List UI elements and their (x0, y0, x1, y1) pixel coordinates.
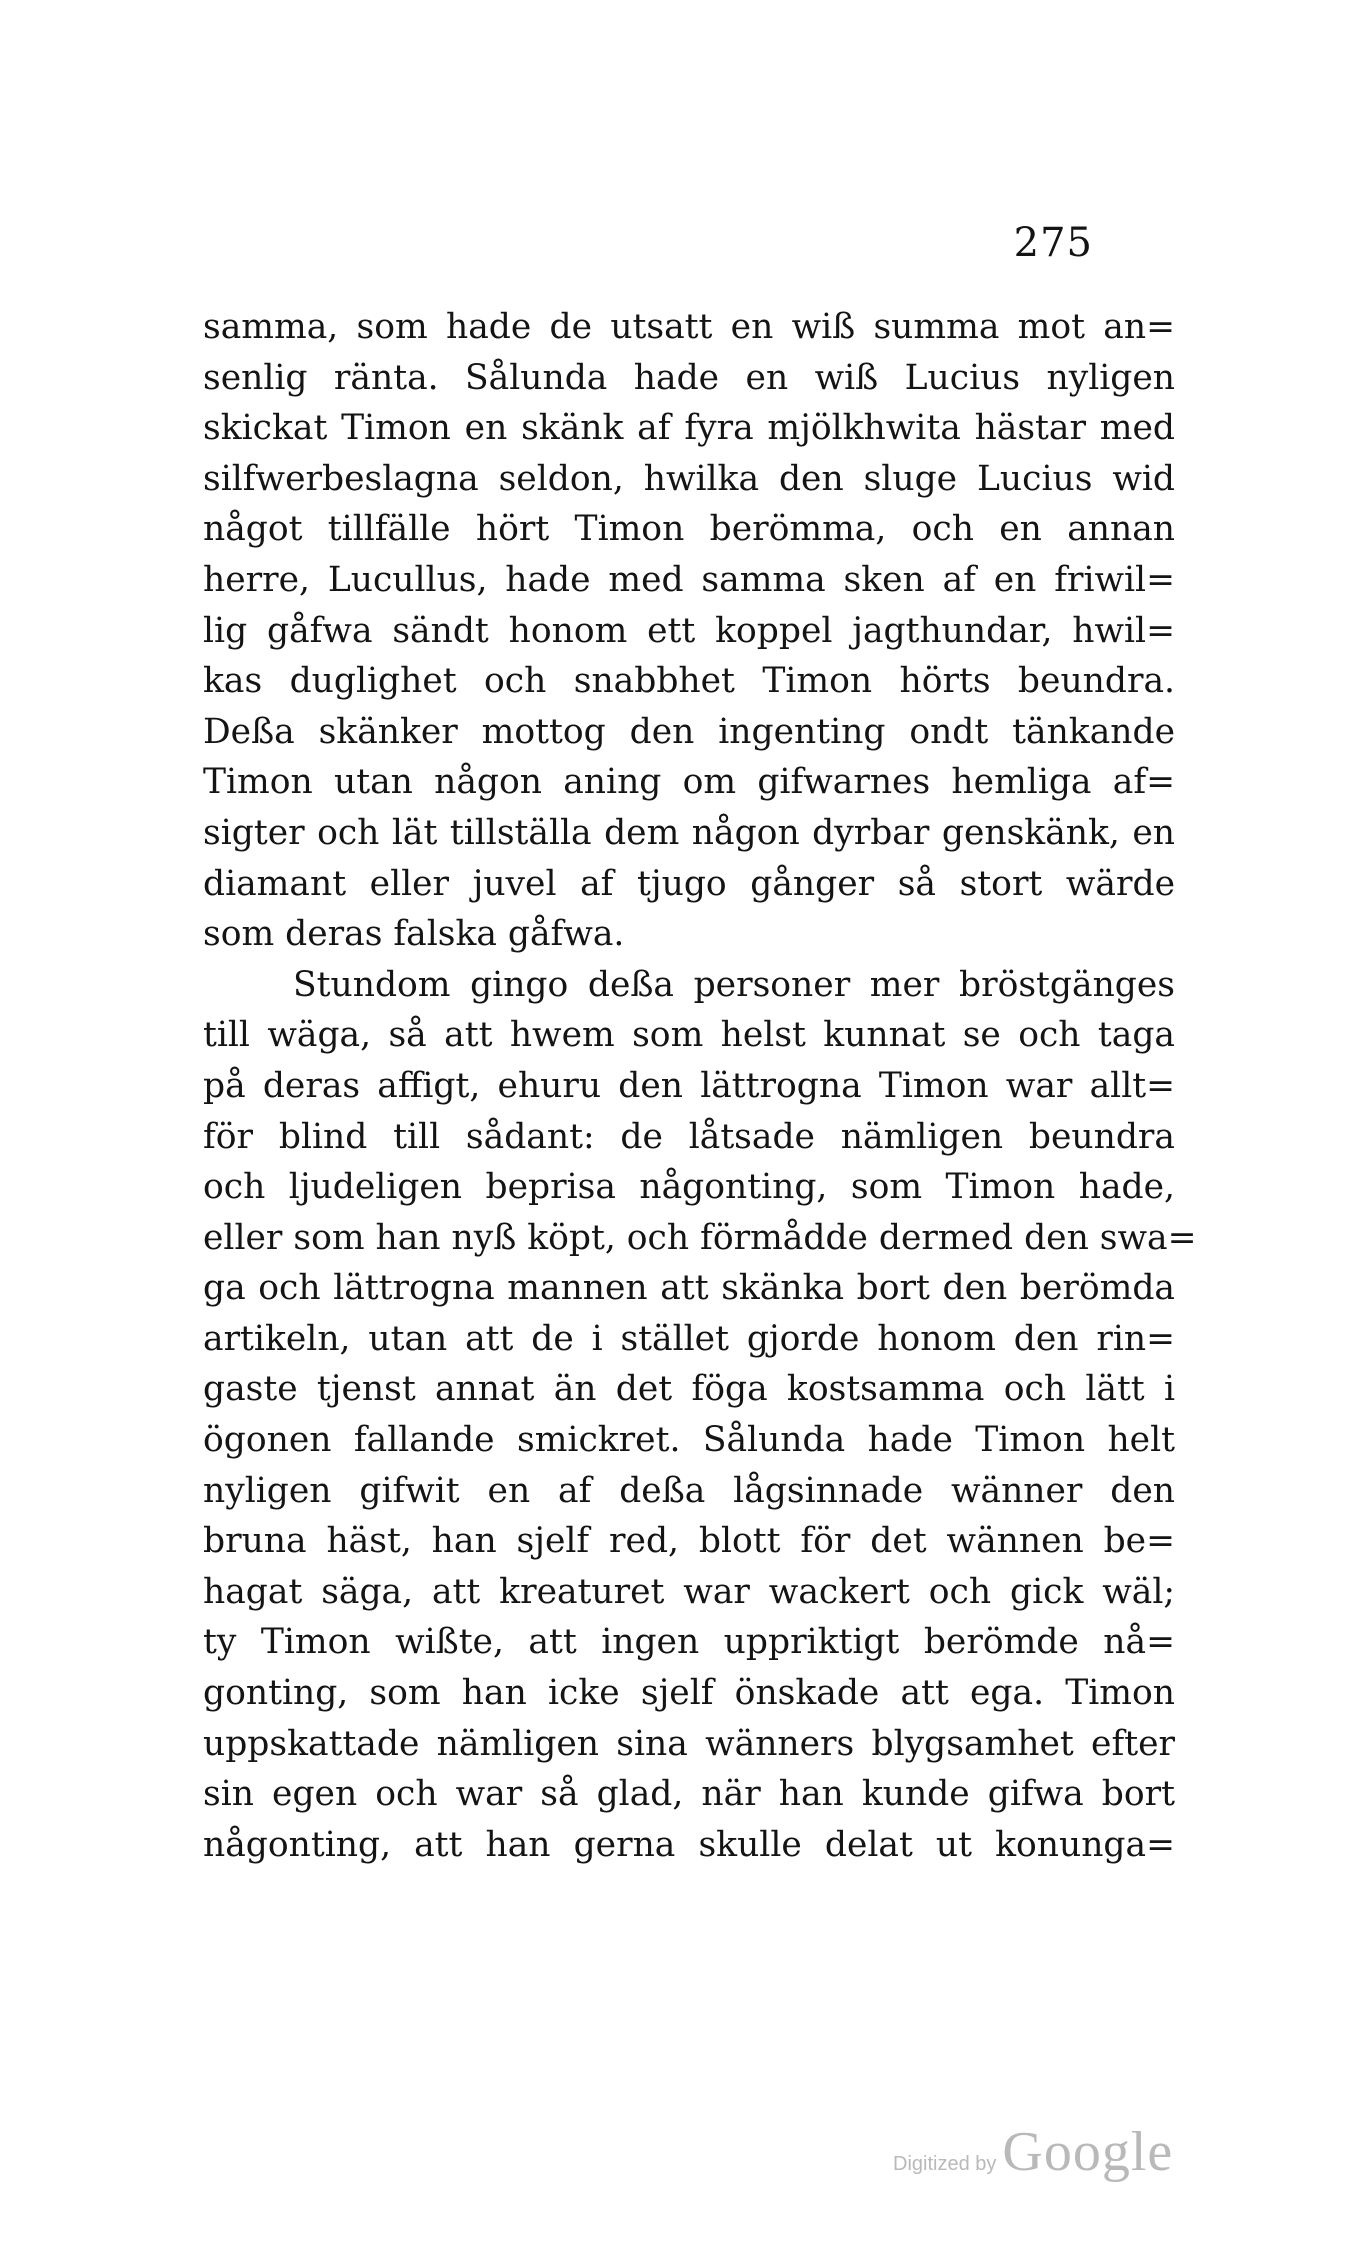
text-line: gonting, som han icke sjelf önskade att ega. Timon (203, 1673, 1175, 1714)
text-line: hagat säga, att kreaturet war wackert och gick wäl; (203, 1571, 1175, 1612)
digitized-by-google-watermark (893, 2120, 1173, 2184)
text-line: ögonen fallande smickret. Sålunda hade Timon helt (203, 1420, 1175, 1461)
text-line: herre, Lucullus, hade med samma sken af en friwil= (203, 559, 1175, 600)
text-line: bruna häst, han sjelf red, blott för det wännen be= (203, 1521, 1175, 1562)
text-line: diamant eller juvel af tjugo gånger så stort wärde (203, 863, 1175, 904)
text-line: för blind till sådant: de låtsade nämligen beundra (203, 1116, 1175, 1157)
text-line: nyligen gifwit en af deßa lågsinnade wänner den (203, 1470, 1175, 1511)
text-line: på deras affigt, ehuru den lättrogna Timon war allt= (203, 1065, 1175, 1106)
text-line: lig gåfwa sändt honom ett koppel jagthundar, hwil= (203, 610, 1175, 651)
text-line: samma, som hade de utsatt en wiß summa mot an= (203, 307, 1175, 347)
text-line: sigter och lät tillställa dem någon dyrbar genskänk, en (203, 812, 1175, 853)
text-line: sin egen och war så glad, när han kunde gifwa bort (203, 1774, 1175, 1815)
text-line: Deßa skänker mottog den ingenting ondt tänkande (203, 711, 1175, 752)
body-text (203, 302, 1197, 1870)
page-number: 275 (1013, 220, 1093, 266)
watermark-prefix: Digitized by (893, 2153, 997, 2175)
text-line: ty Timon wißte, att ingen uppriktigt berömde nå= (203, 1622, 1175, 1663)
text-line: Timon utan någon aning om gifwarnes hemliga af= (203, 762, 1175, 803)
text-line: till wäga, så att hwem som helst kunnat se och taga (203, 1015, 1175, 1056)
text-line: silfwerbeslagna seldon, hwilka den sluge Lucius wid (203, 458, 1175, 499)
text-line: ga och lättrogna mannen att skänka bort den berömda (203, 1268, 1175, 1309)
text-line: någonting, att han gerna skulle delat ut konunga= (203, 1824, 1175, 1865)
text-line: eller som han nyß köpt, och förmådde dermed den swa= (203, 1217, 1197, 1258)
paragraph-first-line: Stundom gingo deßa personer mer bröstgänges (293, 964, 1175, 1005)
text-line: gaste tjenst annat än det föga kostsamma och lätt i (203, 1369, 1175, 1410)
text-line: och ljudeligen beprisa någonting, som Timon hade, (203, 1167, 1175, 1208)
text-line: kas duglighet och snabbhet Timon hörts beundra. (203, 661, 1175, 702)
text-line: skickat Timon en skänk af fyra mjölkhwita hästar med (203, 408, 1175, 449)
text-line: artikeln, utan att de i stället gjorde honom den rin= (203, 1318, 1175, 1359)
paragraph-end-line: som deras falska gåfwa. (203, 914, 625, 955)
text-line: senlig ränta. Sålunda hade en wiß Lucius nyligen (203, 357, 1175, 398)
google-logo: Google (1002, 2121, 1174, 2183)
text-line: något tillfälle hört Timon berömma, och en annan (203, 509, 1175, 550)
text-line: uppskattade nämligen sina wänners blygsamhet efter (203, 1723, 1175, 1764)
